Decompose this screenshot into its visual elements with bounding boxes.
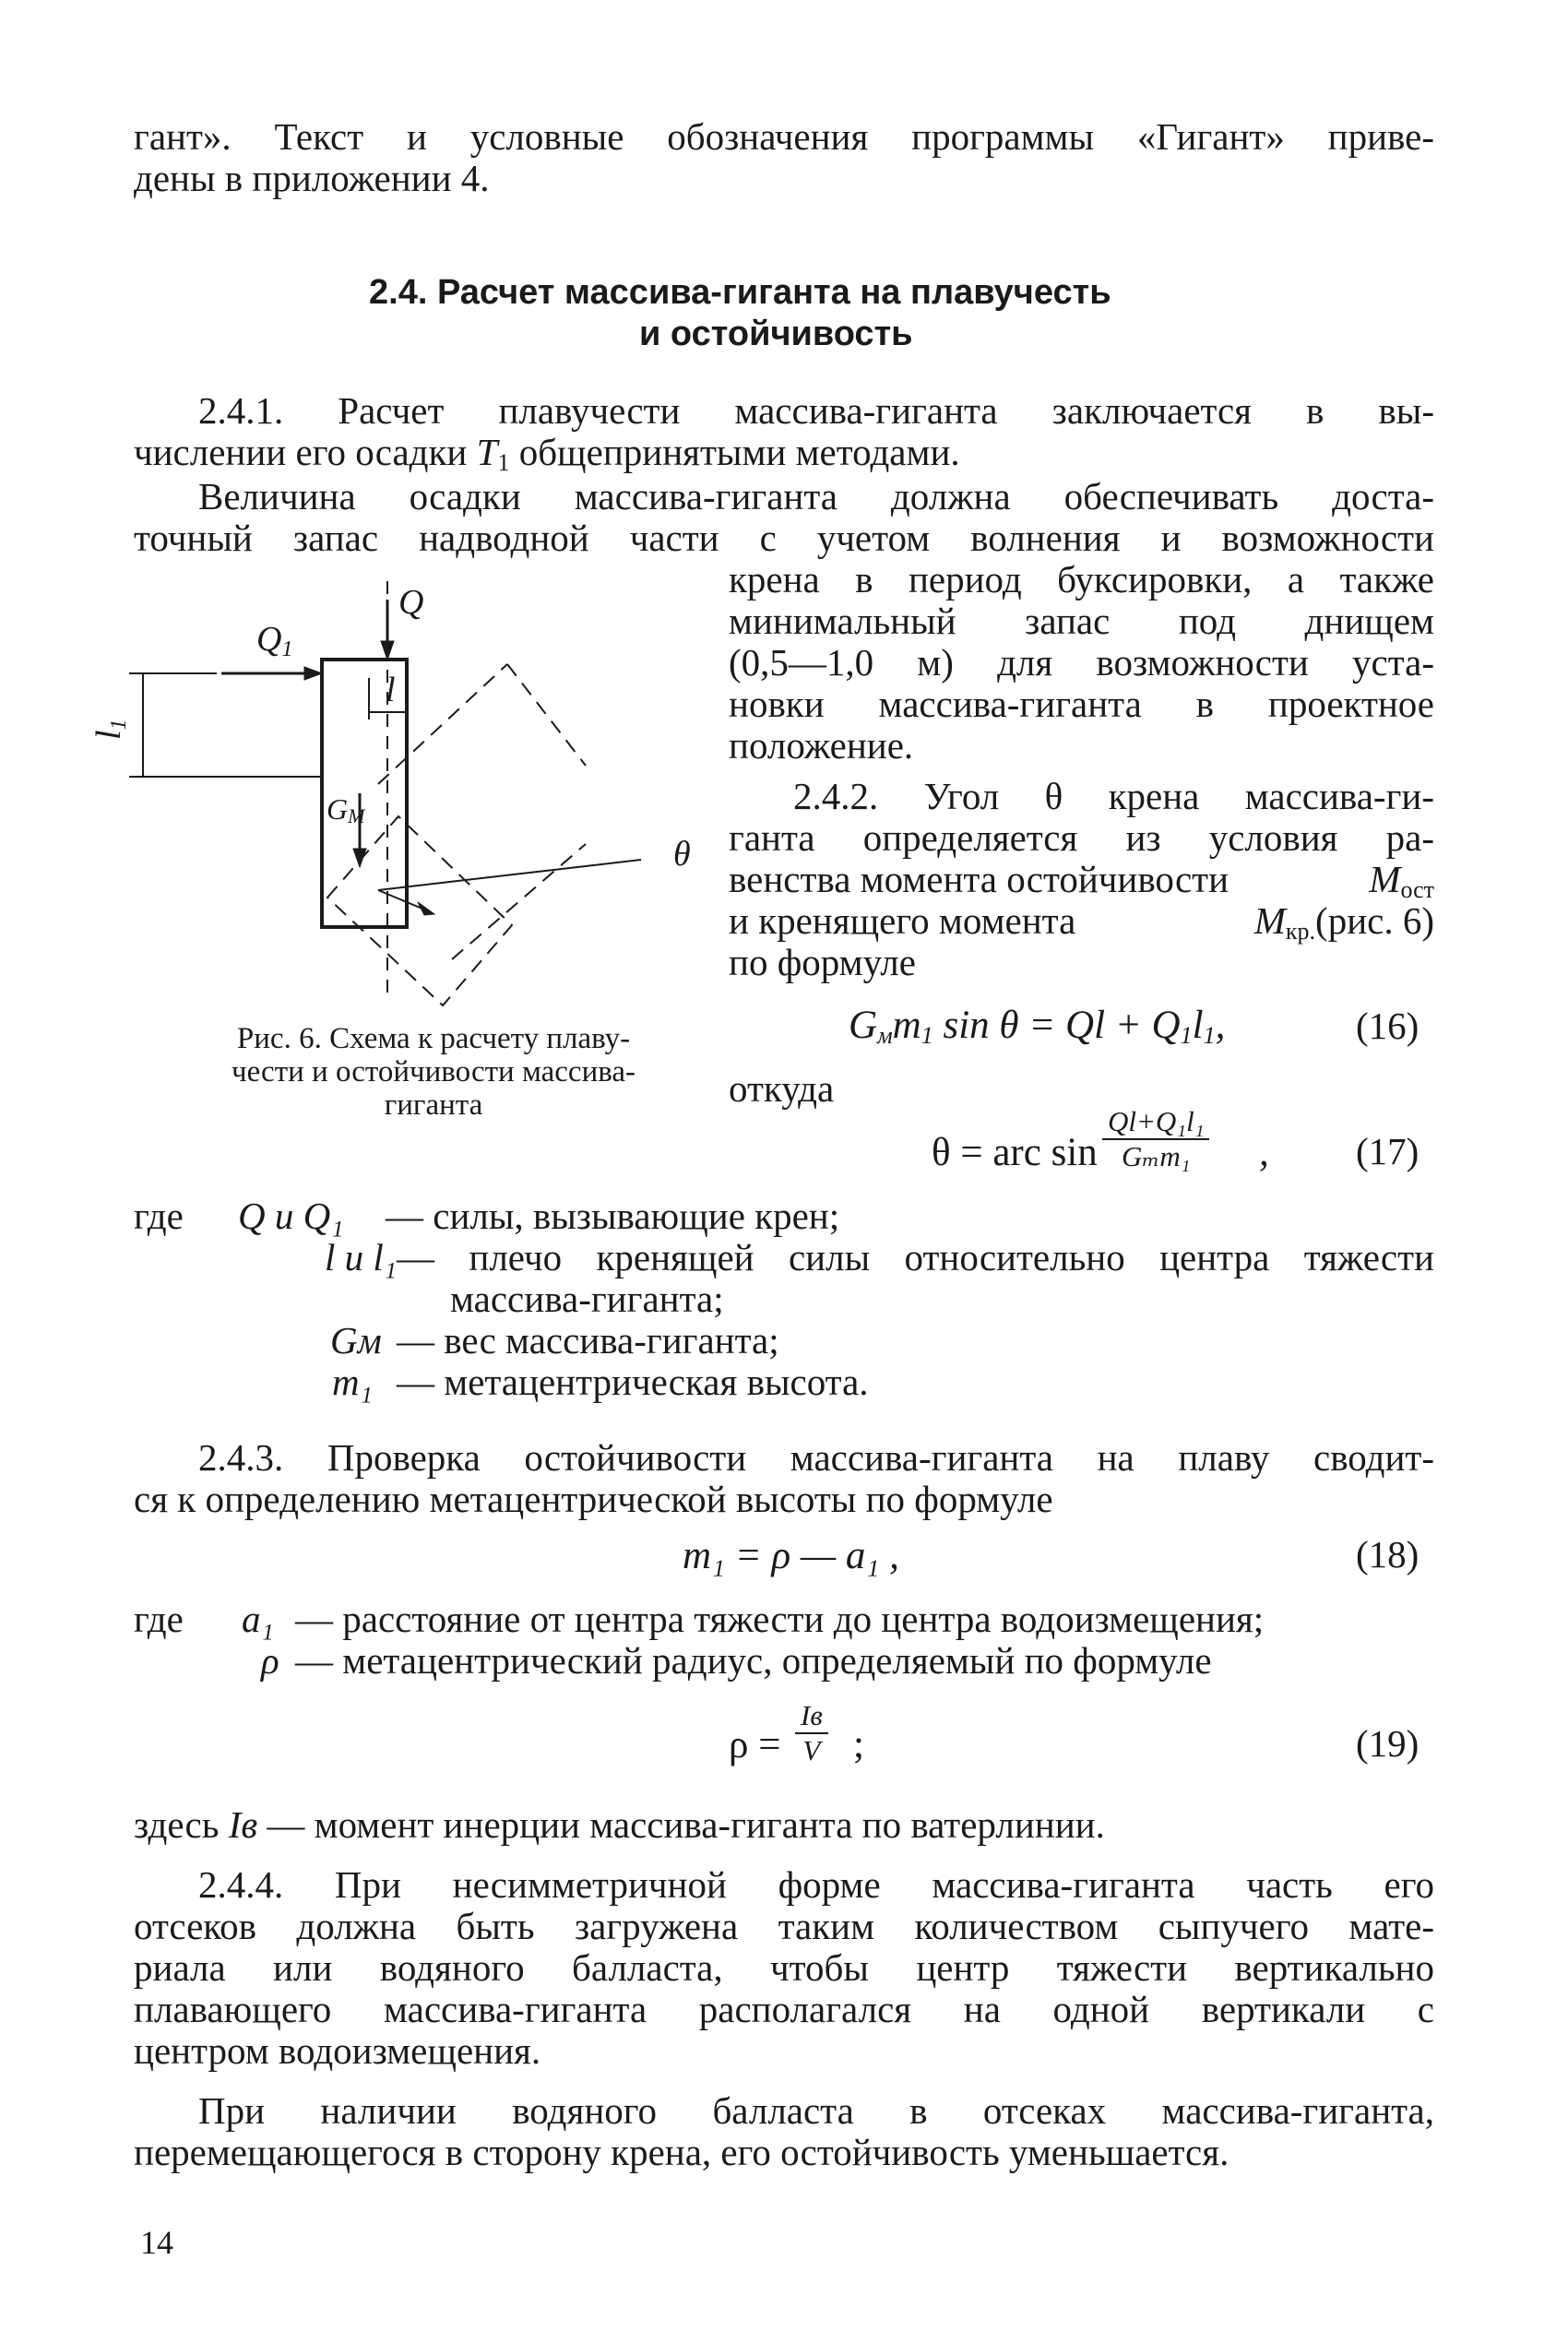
where-word-2: где: [134, 1598, 184, 1640]
heeling-moment-symbol: M: [1253, 899, 1286, 942]
p-draft-line-5: (0,5—1,0 м) для возможности уста-: [729, 641, 1434, 684]
inertia-symbol: Iв: [228, 1803, 258, 1846]
draft-subscript: 1: [497, 449, 510, 476]
label-Gm: GM: [327, 792, 365, 827]
p242-line-2: ганта определяется из условия ра-: [729, 816, 1434, 859]
heeling-moment-subscript: кр.: [1285, 918, 1316, 945]
p241-text-a: числении его осадки: [134, 431, 468, 473]
here-word: здесь: [134, 1803, 220, 1846]
def3-text: — вес массива-гиганта;: [397, 1319, 779, 1362]
page-number: 14: [140, 2224, 173, 2261]
moment-stability-subscript: ост: [1400, 876, 1434, 903]
p-draft-line-3: крена в период буксировки, а также: [729, 558, 1434, 601]
equation-17-lhs: θ = arc sin: [932, 1131, 1098, 1174]
where-word-1: где: [134, 1195, 184, 1237]
label-l: l: [386, 671, 396, 709]
intro-line-1: гант». Текст и условные обозначения программы «Гигант» приве-: [134, 115, 1434, 158]
eq16-G-sub: м: [877, 1022, 893, 1049]
eq16-m: m: [892, 1004, 921, 1047]
figure-6-diagram: [89, 572, 738, 1055]
heeled-body-outline: [327, 816, 512, 1005]
p242-line-4-text: и кренящего момента: [729, 899, 1076, 942]
equation-19-fraction: [795, 1699, 828, 1767]
label-Q: Q: [398, 583, 424, 622]
def2-continuation: массива-гиганта;: [450, 1278, 724, 1320]
def6-symbol-text: ρ: [261, 1639, 279, 1682]
equation-17-numerator: Ql+Q₁l₁: [1108, 1105, 1205, 1137]
equation-19-numerator: Iв: [801, 1699, 823, 1731]
equation-19-lhs: ρ =: [729, 1723, 781, 1766]
figure-caption-line-2: чести и остойчивости массива-: [231, 1055, 636, 1088]
p242-line-1: 2.4.2. Угол θ крена массива-ги-: [793, 775, 1434, 817]
p-draft-line-7: положение.: [729, 724, 914, 767]
here-text: — момент инерции массива-гиганта по ватерлинии.: [267, 1803, 1105, 1846]
p-last-line-1: При наличии водяного балласта в отсеках массива-гиганта,: [198, 2089, 1434, 2132]
p244-line-3: риала или водяного балласта, чтобы центр тяжести вертикально: [134, 1946, 1434, 1989]
equation-18: m₁ = ρ — a₁ ,: [683, 1534, 899, 1577]
def2-symbol-text: l и l₁: [325, 1236, 398, 1278]
equation-19-denominator: V: [795, 1732, 828, 1767]
eq16-comma: ,: [1215, 1004, 1226, 1047]
p-last-line-2: перемещающегося в сторону крена, его остойчивость уменьшается.: [134, 2131, 1229, 2173]
equation-18-number: (18): [1356, 1533, 1420, 1576]
p-draft-line-1: Величина осадки массива-гиганта должна обеспечивать доста-: [198, 475, 1434, 517]
p244-line-4: плавающего массива-гиганта располагался на одной вертикали с: [134, 1988, 1434, 2030]
figure-caption-line-1: Рис. 6. Схема к расчету плаву-: [236, 1022, 631, 1055]
equation-17-comma: ,: [1259, 1131, 1269, 1174]
label-theta: θ: [673, 835, 691, 874]
def6-symbol: [261, 1639, 279, 1682]
figure-caption-line-3: гиганта: [384, 1088, 483, 1122]
def4-symbol-text: m₁: [332, 1361, 373, 1403]
p-draft-line-2: точный запас надводной части с учетом волнения и возможности: [134, 517, 1434, 559]
weight-Gm-arrowhead: [353, 849, 366, 867]
p241-line-1: 2.4.1. Расчет плавучести массива-гиганта заключается в вы-: [198, 389, 1434, 432]
p242-moment-symbol: [1369, 858, 1434, 903]
p244-line-2: отсеков должна быть загружена таким количеством сыпучего мате-: [134, 1905, 1434, 1947]
eq16-m-sub: 1: [921, 1022, 933, 1049]
equation-16-number: (16): [1356, 1005, 1420, 1047]
force-Q-arrowhead: [381, 641, 394, 660]
section-heading-line-2: и остойчивость: [639, 315, 913, 353]
p-draft-line-6: новки массива-гиганта в проектное: [729, 683, 1434, 725]
equation-16: [849, 1005, 1225, 1048]
heeled-side-right: [452, 844, 586, 959]
eq16-body: sin θ = Ql + Q: [943, 1004, 1181, 1047]
def6-text: — метацентрический радиус, определяемый по формуле: [295, 1639, 1212, 1682]
eq16-q-sub: 1: [1180, 1022, 1193, 1049]
def3-symbol-text: Gм: [330, 1319, 382, 1362]
def5-text: — расстояние от центра тяжести до центра водоизмещения;: [295, 1598, 1265, 1640]
def4-text: — метацентрическая высота.: [397, 1361, 869, 1403]
p242-line-4: [729, 899, 1434, 945]
equation-17-denominator: Gₘm₁: [1102, 1138, 1209, 1173]
eq16-G: G: [849, 1004, 878, 1047]
def1-symbol: [238, 1197, 343, 1235]
def1-text: — силы, вызывающие крен;: [386, 1195, 840, 1237]
equation-17-number: (17): [1356, 1130, 1420, 1172]
p242-line-5: по формуле: [729, 941, 916, 983]
def2-text: — плечо кренящей силы относительно центра тяжести: [397, 1236, 1434, 1278]
here-line: [134, 1803, 1105, 1846]
whence-word: откуда: [729, 1067, 835, 1110]
p-draft-line-4: минимальный запас под днищем: [729, 600, 1434, 642]
def5-symbol: [242, 1600, 274, 1638]
p243-line-1: 2.4.3. Проверка остойчивости массива-гиганта на плаву сводит-: [198, 1436, 1434, 1479]
section-heading-line-1: 2.4. Расчет массива-гиганта на плавучесть: [369, 273, 1111, 312]
intro-line-2: дены в приложении 4.: [134, 157, 490, 199]
def3-symbol: [330, 1319, 382, 1362]
def2-symbol: [325, 1236, 398, 1278]
p242-line-3-text: венства момента остойчивости: [729, 858, 1229, 900]
p241-text-b: общепринятыми методами.: [518, 431, 960, 473]
p244-line-5: центром водоизмещения.: [134, 2029, 541, 2072]
equation-19-number: (19): [1356, 1722, 1420, 1765]
equation-19-semicolon: ;: [853, 1723, 864, 1766]
p244-line-1: 2.4.4. При несимметричной форме массива-гиганта часть его: [198, 1863, 1434, 1906]
def5-symbol-text: a₁: [242, 1598, 274, 1640]
label-Q1: Q1: [256, 620, 293, 661]
heeled-top: [507, 664, 586, 766]
def1-symbol-text: Q и Q₁: [238, 1195, 344, 1237]
heeled-side-left: [378, 664, 507, 784]
eq16-l: l: [1192, 1004, 1204, 1047]
moment-stability-symbol: M: [1369, 858, 1401, 900]
p243-line-2: ся к определению метацентрической высоты по формуле: [134, 1478, 1053, 1520]
draft-symbol: T: [476, 431, 498, 473]
force-Q1-arrowhead: [304, 667, 322, 680]
heel-angle-line: [378, 860, 641, 890]
label-l1: l1: [89, 719, 131, 740]
p241-line-2: [134, 431, 960, 476]
equation-17-fraction: [1102, 1105, 1209, 1173]
p242-figure-ref: (рис. 6): [1315, 899, 1434, 942]
def4-symbol: [332, 1363, 373, 1401]
p242-heeling-moment: [1253, 899, 1434, 945]
eq16-l-sub: 1: [1203, 1022, 1216, 1049]
p242-line-3: [729, 858, 1434, 903]
